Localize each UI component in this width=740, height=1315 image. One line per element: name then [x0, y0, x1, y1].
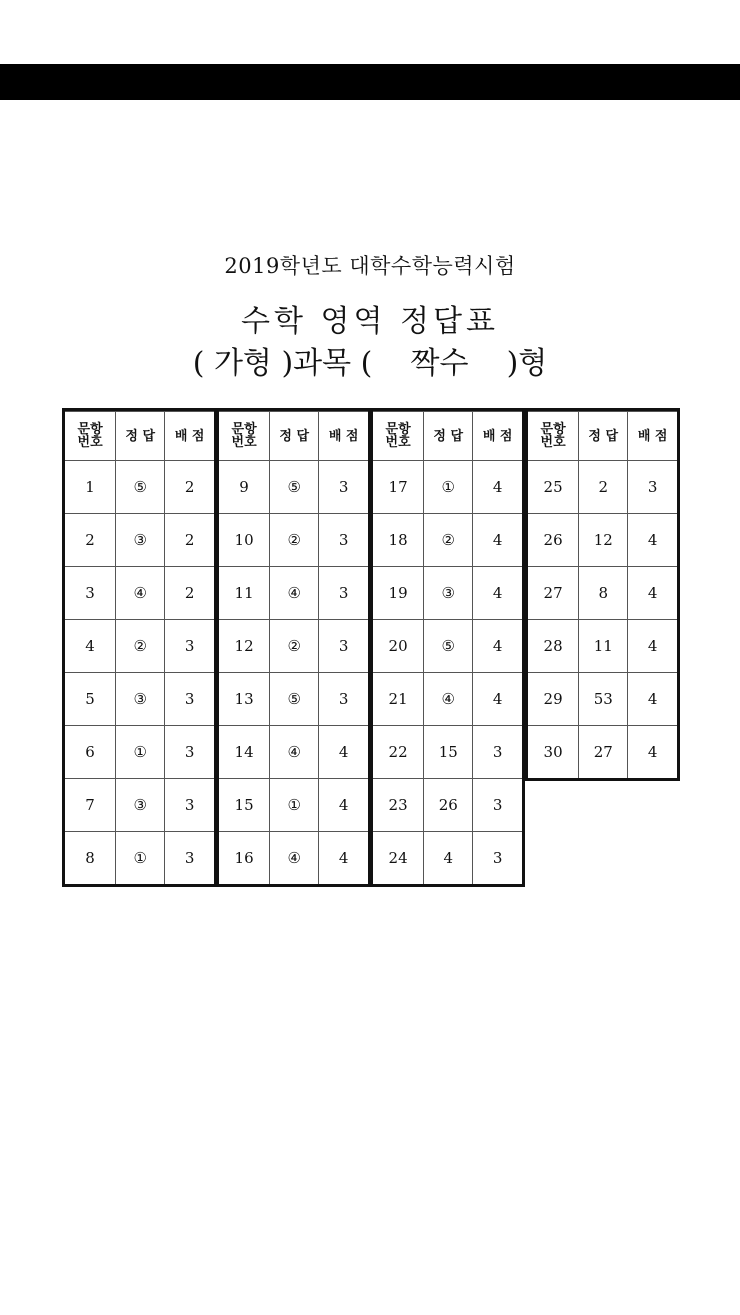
answer-header: 정 답: [116, 412, 165, 461]
points-header: 배 점: [319, 412, 368, 461]
answer-group-3: [370, 408, 525, 887]
answer-cell: 2: [579, 461, 628, 514]
points-cell: 4: [628, 567, 677, 620]
points-header: 배 점: [473, 412, 522, 461]
question-number-cell: 5: [65, 673, 116, 726]
points-header: 배 점: [628, 412, 677, 461]
answer-cell: ④: [116, 567, 165, 620]
question-header-line2: 번호: [540, 435, 566, 450]
answer-header: 정 답: [270, 412, 319, 461]
points-cell: 3: [473, 779, 522, 832]
table-row: [528, 620, 677, 673]
table-row: [373, 567, 522, 620]
answer-cell: ④: [270, 726, 319, 779]
question-number-cell: 22: [373, 726, 424, 779]
answer-cell: ③: [116, 514, 165, 567]
question-number-cell: 9: [219, 461, 270, 514]
table-row: [65, 779, 214, 832]
table-row: [373, 461, 522, 514]
question-number-cell: 18: [373, 514, 424, 567]
points-cell: 2: [165, 461, 214, 514]
answer-cell: ①: [424, 461, 473, 514]
question-number-cell: 7: [65, 779, 116, 832]
answer-cell: ②: [116, 620, 165, 673]
answer-cell: ④: [270, 832, 319, 885]
points-cell: 3: [319, 461, 368, 514]
question-number-cell: 1: [65, 461, 116, 514]
question-number-cell: 15: [219, 779, 270, 832]
question-number-cell: 4: [65, 620, 116, 673]
question-header-line1: 문항: [385, 422, 411, 437]
points-cell: 3: [319, 620, 368, 673]
points-cell: 4: [473, 461, 522, 514]
answer-cell: 8: [579, 567, 628, 620]
question-header-line2: 번호: [231, 435, 257, 450]
question-number-header: [65, 412, 116, 461]
exam-type-line: ( 가형 )과목 ( 짝수 )형: [192, 346, 548, 381]
question-number-cell: 12: [219, 620, 270, 673]
answer-cell: ②: [270, 620, 319, 673]
points-cell: 4: [319, 832, 368, 885]
question-header-line1: 문항: [540, 422, 566, 437]
answer-cell: ③: [116, 779, 165, 832]
answer-cell: ①: [116, 726, 165, 779]
answer-cell: ④: [270, 567, 319, 620]
table-row: [373, 673, 522, 726]
table-row: [65, 567, 214, 620]
table-row: [65, 673, 214, 726]
answer-cell: ⑤: [424, 620, 473, 673]
question-number-cell: 6: [65, 726, 116, 779]
question-number-cell: 8: [65, 832, 116, 885]
question-number-cell: 10: [219, 514, 270, 567]
answer-cell: ④: [424, 673, 473, 726]
points-cell: 3: [165, 726, 214, 779]
answer-cell: 11: [579, 620, 628, 673]
answer-group-2: [216, 408, 371, 887]
points-cell: 4: [473, 620, 522, 673]
points-cell: 4: [628, 514, 677, 567]
table-row: [373, 726, 522, 779]
table-row: [373, 832, 522, 885]
answer-cell: 27: [579, 726, 628, 779]
table-row: [219, 673, 368, 726]
question-number-cell: 24: [373, 832, 424, 885]
table-row: [373, 514, 522, 567]
points-cell: 3: [473, 726, 522, 779]
answer-cell: 4: [424, 832, 473, 885]
question-number-cell: 20: [373, 620, 424, 673]
header-row: [65, 412, 214, 461]
points-cell: 4: [628, 620, 677, 673]
answer-header: 정 답: [579, 412, 628, 461]
points-cell: 4: [473, 673, 522, 726]
table-row: [65, 832, 214, 885]
question-number-header: [219, 412, 270, 461]
answer-header: 정 답: [424, 412, 473, 461]
points-cell: 3: [319, 567, 368, 620]
question-number-cell: 19: [373, 567, 424, 620]
question-number-cell: 11: [219, 567, 270, 620]
header-row: [219, 412, 368, 461]
answer-cell: ②: [270, 514, 319, 567]
table-row: [219, 461, 368, 514]
table-row: [219, 514, 368, 567]
table-row: [373, 620, 522, 673]
question-number-cell: 14: [219, 726, 270, 779]
question-number-cell: 17: [373, 461, 424, 514]
points-cell: 2: [165, 567, 214, 620]
table-row: [219, 620, 368, 673]
points-cell: 3: [165, 779, 214, 832]
question-number-header: [373, 412, 424, 461]
question-number-cell: 25: [528, 461, 579, 514]
answer-cell: ③: [116, 673, 165, 726]
answer-cell: 15: [424, 726, 473, 779]
question-header-line1: 문항: [77, 422, 103, 437]
question-number-header: [528, 412, 579, 461]
points-cell: 3: [319, 673, 368, 726]
table-row: [528, 726, 677, 779]
points-cell: 4: [473, 514, 522, 567]
points-cell: 3: [319, 514, 368, 567]
table-row: [65, 514, 214, 567]
question-number-cell: 23: [373, 779, 424, 832]
question-number-cell: 2: [65, 514, 116, 567]
points-cell: 4: [319, 779, 368, 832]
question-number-cell: 30: [528, 726, 579, 779]
table-row: [65, 726, 214, 779]
points-cell: 3: [473, 832, 522, 885]
question-number-cell: 29: [528, 673, 579, 726]
question-header-line2: 번호: [77, 435, 103, 450]
table-row: [65, 620, 214, 673]
table-row: [528, 567, 677, 620]
answer-cell: 26: [424, 779, 473, 832]
question-number-cell: 26: [528, 514, 579, 567]
header-row: [528, 412, 677, 461]
points-cell: 3: [165, 832, 214, 885]
question-number-cell: 21: [373, 673, 424, 726]
table-row: [219, 832, 368, 885]
table-row: [219, 567, 368, 620]
top-black-bar: [0, 64, 740, 100]
answer-cell: ⑤: [116, 461, 165, 514]
question-number-cell: 28: [528, 620, 579, 673]
points-cell: 4: [473, 567, 522, 620]
answer-group-4: [525, 408, 680, 781]
answer-cell: 53: [579, 673, 628, 726]
points-cell: 4: [628, 726, 677, 779]
question-number-cell: 13: [219, 673, 270, 726]
question-number-cell: 3: [65, 567, 116, 620]
answer-cell: ①: [116, 832, 165, 885]
table-row: [219, 779, 368, 832]
question-header-line1: 문항: [231, 422, 257, 437]
page-title: 수학 영역 정답표: [241, 304, 499, 339]
points-cell: 2: [165, 514, 214, 567]
exam-subtitle: 2019학년도 대학수학능력시험: [224, 254, 516, 278]
question-number-cell: 16: [219, 832, 270, 885]
points-cell: 3: [628, 461, 677, 514]
points-cell: 4: [628, 673, 677, 726]
points-cell: 3: [165, 673, 214, 726]
points-cell: 3: [165, 620, 214, 673]
answer-cell: ①: [270, 779, 319, 832]
answer-cell: 12: [579, 514, 628, 567]
answer-group-1: [62, 408, 217, 887]
table-row: [528, 514, 677, 567]
table-row: [65, 461, 214, 514]
answer-cell: ⑤: [270, 461, 319, 514]
points-cell: 4: [319, 726, 368, 779]
answer-cell: ②: [424, 514, 473, 567]
question-number-cell: 27: [528, 567, 579, 620]
answer-cell: ③: [424, 567, 473, 620]
table-row: [373, 779, 522, 832]
answer-cell: ⑤: [270, 673, 319, 726]
points-header: 배 점: [165, 412, 214, 461]
table-row: [528, 461, 677, 514]
table-row: [528, 673, 677, 726]
question-header-line2: 번호: [385, 435, 411, 450]
table-row: [219, 726, 368, 779]
header-row: [373, 412, 522, 461]
